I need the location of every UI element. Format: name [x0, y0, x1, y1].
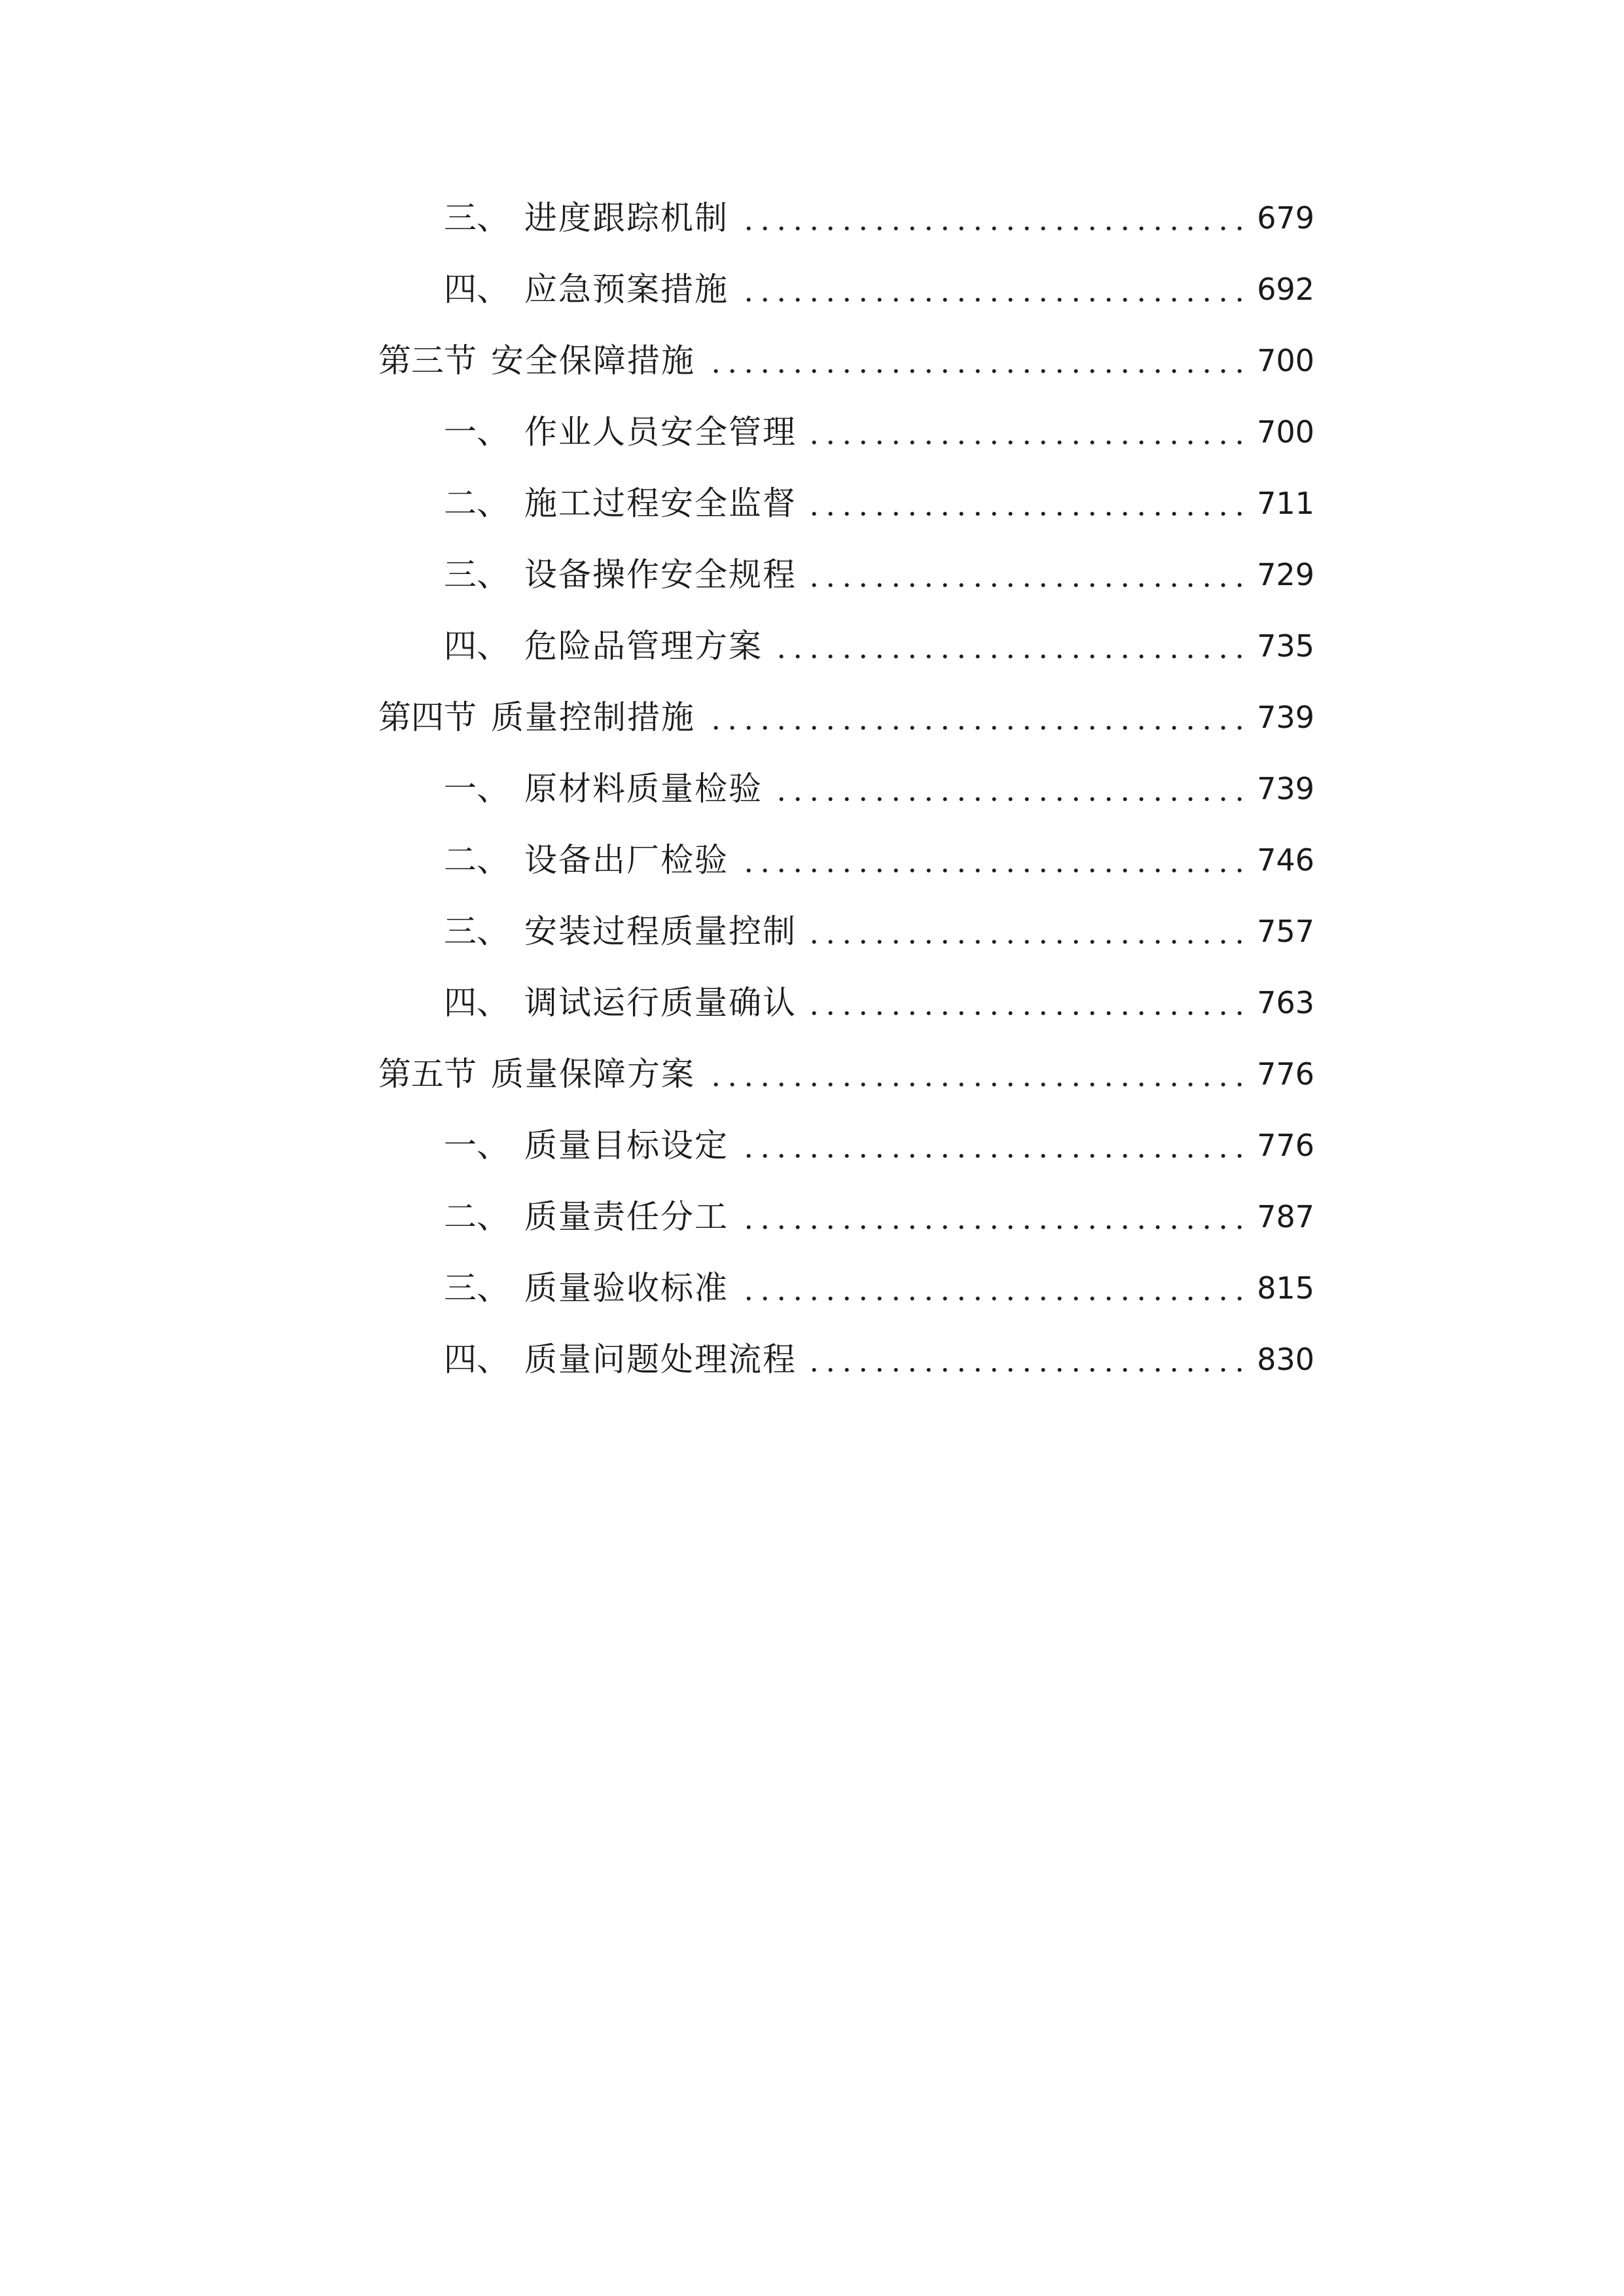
- dot-leader: [703, 1038, 1248, 1110]
- toc-entry-page: 739: [1257, 700, 1314, 735]
- toc-section-number: 第五节: [378, 1055, 477, 1093]
- toc-entry-page: 763: [1257, 985, 1314, 1020]
- toc-entry-number: 四、: [444, 1340, 509, 1378]
- toc-entry-title: 设备出厂检验: [524, 841, 729, 879]
- toc-section-title: 质量控制措施: [491, 698, 695, 736]
- toc-entry[interactable]: [0, 1181, 1624, 1253]
- toc-entry-number: 一、: [444, 1126, 509, 1164]
- dot-leader: [770, 753, 1248, 825]
- toc-entry[interactable]: [0, 753, 1624, 825]
- toc-section-entry[interactable]: [0, 681, 1624, 753]
- toc-entry-page: 757: [1257, 914, 1314, 949]
- toc-entry-number: 一、: [444, 413, 509, 451]
- toc-entry-page: 830: [1257, 1342, 1314, 1377]
- toc-entry-number: 一、: [444, 770, 509, 808]
- toc-entry-page: 700: [1257, 414, 1314, 450]
- dot-leader: [770, 610, 1248, 682]
- toc-entry-number: 四、: [444, 984, 509, 1022]
- dot-leader: [804, 895, 1248, 967]
- toc-entry-page: 776: [1257, 1128, 1314, 1163]
- toc-entry-number: 三、: [444, 556, 509, 594]
- dot-leader: [804, 539, 1248, 611]
- toc-entry-number: 四、: [444, 627, 509, 665]
- dot-leader: [736, 182, 1248, 254]
- toc-entry-title: 作业人员安全管理: [524, 413, 797, 451]
- toc-entry[interactable]: [0, 1323, 1624, 1395]
- toc-entry-page: 729: [1257, 557, 1314, 592]
- toc-entry-title: 安装过程质量控制: [524, 912, 797, 950]
- toc-section-entry[interactable]: [0, 1038, 1624, 1110]
- toc-entry-title: 施工过程安全监督: [524, 484, 797, 522]
- toc-section-title: 安全保障措施: [491, 342, 695, 380]
- toc-entry-page: 815: [1257, 1270, 1314, 1306]
- toc-entry[interactable]: [0, 467, 1624, 539]
- toc-entry-title: 质量问题处理流程: [524, 1340, 797, 1378]
- toc-entry-title: 调试运行质量确认: [524, 984, 797, 1022]
- dot-leader: [703, 325, 1248, 397]
- toc-section-number: 第四节: [378, 698, 477, 736]
- toc-entry-number: 三、: [444, 1269, 509, 1307]
- toc-entry-page: 700: [1257, 343, 1314, 378]
- toc-entry-number: 三、: [444, 199, 509, 237]
- toc-entry-title: 质量验收标准: [524, 1269, 729, 1307]
- toc-entry-number: 二、: [444, 484, 509, 522]
- dot-leader: [804, 467, 1248, 539]
- toc-entry-page: 692: [1257, 272, 1314, 307]
- toc-entry[interactable]: [0, 182, 1624, 254]
- toc-entry-page: 679: [1257, 200, 1314, 236]
- toc-entry-title: 危险品管理方案: [524, 627, 763, 665]
- toc-entry[interactable]: [0, 610, 1624, 682]
- toc-entry-page: 746: [1257, 842, 1314, 878]
- toc-entry-number: 三、: [444, 912, 509, 950]
- toc-entry-number: 四、: [444, 270, 509, 308]
- toc-entry-page: 739: [1257, 771, 1314, 806]
- dot-leader: [703, 681, 1248, 753]
- toc-entry[interactable]: [0, 824, 1624, 896]
- toc-section-number: 第三节: [378, 342, 477, 380]
- dot-leader: [736, 1109, 1248, 1181]
- toc-entry-number: 二、: [444, 841, 509, 879]
- toc-entry[interactable]: [0, 895, 1624, 967]
- toc-section-title: 质量保障方案: [491, 1055, 695, 1093]
- dot-leader: [804, 396, 1248, 468]
- dot-leader: [804, 967, 1248, 1039]
- toc-entry[interactable]: [0, 253, 1624, 325]
- toc-entry-title: 设备操作安全规程: [524, 556, 797, 594]
- dot-leader: [736, 824, 1248, 896]
- toc-entry[interactable]: [0, 396, 1624, 468]
- toc-entry-title: 质量责任分工: [524, 1198, 729, 1236]
- dot-leader: [736, 1181, 1248, 1253]
- toc-entry[interactable]: [0, 1252, 1624, 1324]
- dot-leader: [736, 253, 1248, 325]
- toc-entry[interactable]: [0, 967, 1624, 1039]
- toc-section-entry[interactable]: [0, 325, 1624, 397]
- toc-entry-title: 质量目标设定: [524, 1126, 729, 1164]
- toc-entry-page: 711: [1257, 486, 1314, 521]
- toc-entry-title: 原材料质量检验: [524, 770, 763, 808]
- dot-leader: [804, 1323, 1248, 1395]
- toc-entry-title: 应急预案措施: [524, 270, 729, 308]
- toc-entry-page: 787: [1257, 1199, 1314, 1234]
- dot-leader: [736, 1252, 1248, 1324]
- toc-entry-page: 735: [1257, 628, 1314, 664]
- toc-entry-page: 776: [1257, 1056, 1314, 1092]
- toc-entry-title: 进度跟踪机制: [524, 199, 729, 237]
- toc-entry[interactable]: [0, 1109, 1624, 1181]
- toc-entry-number: 二、: [444, 1198, 509, 1236]
- toc-entry[interactable]: [0, 539, 1624, 611]
